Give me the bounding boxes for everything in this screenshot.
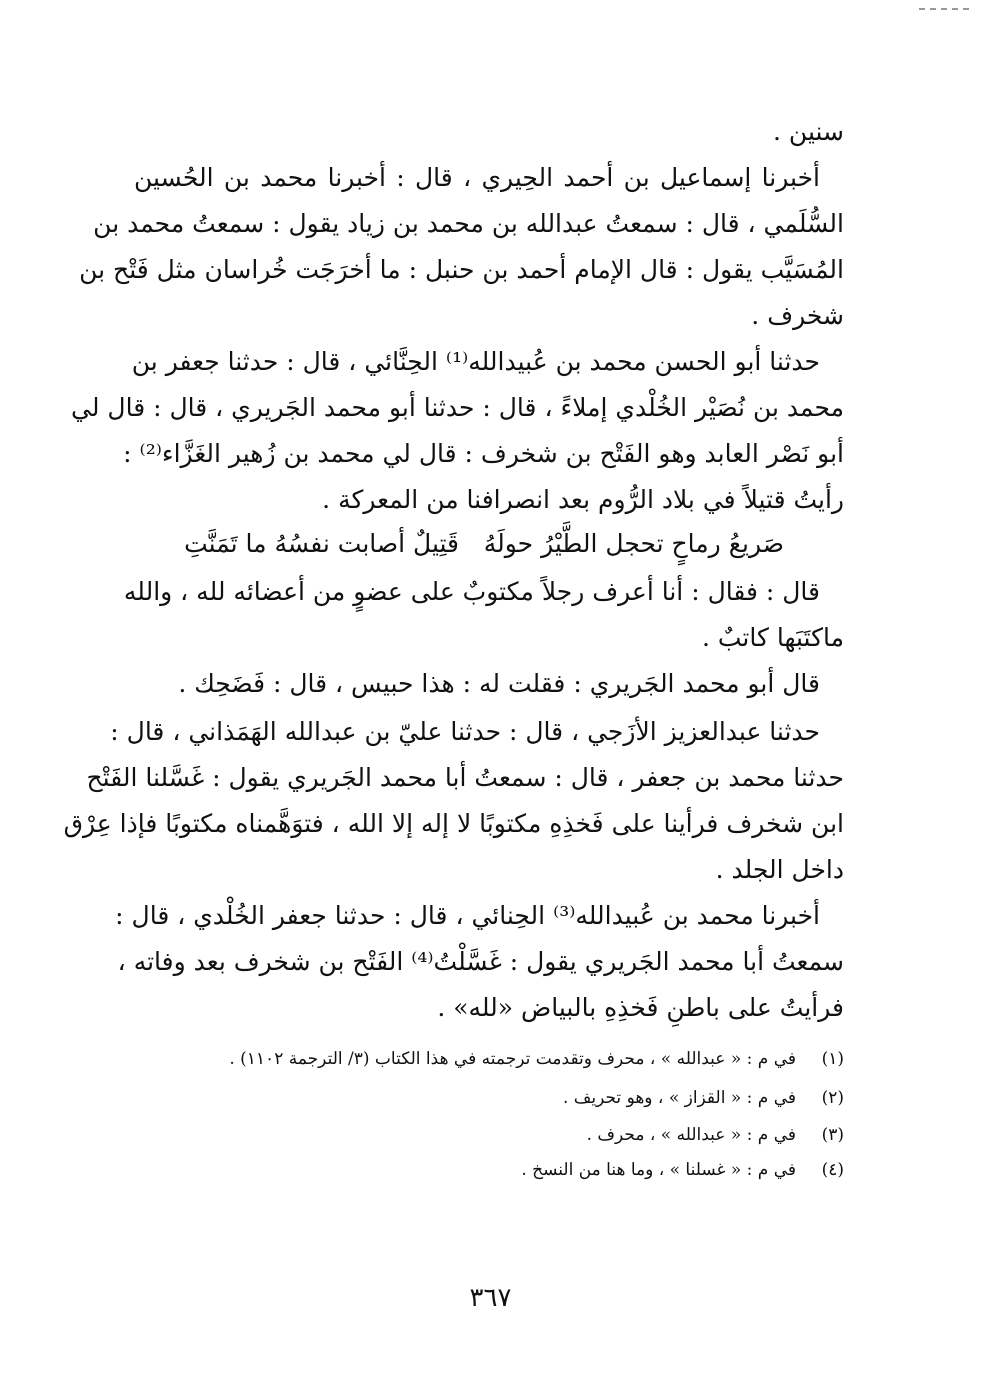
footnote-number: (٤) [821, 1160, 844, 1180]
footnote-text: في م : « عبدالله » ، محرف . [586, 1125, 796, 1145]
text-line: ماكتَبَها كاتبٌ . [701, 623, 844, 652]
text-line: المُسَيَّب يقول : قال الإمام أحمد بن حنبل : ما أخرَجَت خُراسان مثل فَتْح بن [79, 255, 844, 284]
text-line: فرأيتُ على باطنِ فَخذِهِ بالبياض «لله» . [437, 993, 844, 1022]
text-line: أبو نَصْر العابد وهو الفَتْح بن شخرف : قال لي محمد بن زُهير الغَزَّاء⁽²⁾ : [123, 439, 844, 468]
text-line: أخبرنا إسماعيل بن أحمد الحِيري ، قال : أخبرنا محمد بن الحُسين [134, 163, 820, 192]
footnote-1 [134, 1046, 844, 1072]
page-number: ٣٦٧ [469, 1283, 512, 1313]
footnote-2 [134, 1085, 844, 1111]
footnote-text: في م : « عبدالله » ، محرف وتقدمت ترجمته في هذا الكتاب (٣/ الترجمة ١١٠٢) . [229, 1049, 796, 1069]
text-line: سنين . [773, 117, 844, 146]
text-line: حدثنا عبدالعزيز الأزَجي ، قال : حدثنا عليّ بن عبدالله الهَمَذاني ، قال : [110, 717, 820, 746]
verse-first-hemistich: صَريعُ رماحٍ تحجل الطَّيْرُ حولَهُ [483, 529, 784, 558]
footnote-text: في م : « القزاز » ، وهو تحريف . [562, 1088, 796, 1108]
footnote-3 [134, 1122, 844, 1148]
text-line: حدثنا محمد بن جعفر ، قال : سمعتُ أبا محمد الجَريري يقول : غَسَّلنا الفَتْح [86, 763, 844, 792]
text-line: داخل الجلد . [715, 855, 844, 884]
text-line: سمعتُ أبا محمد الجَريري يقول : غَسَّلْتُ⁽⁴⁾ الفَتْح بن شخرف بعد وفاته ، [117, 947, 844, 976]
footnote-number: (١) [821, 1049, 844, 1069]
text-line: السُّلَمي ، قال : سمعتُ عبدالله بن محمد بن زياد يقول : سمعتُ محمد بن [93, 209, 844, 238]
poem-verse [134, 524, 844, 564]
text-line: حدثنا أبو الحسن محمد بن عُبيدالله⁽¹⁾ الحِنَّائي ، قال : حدثنا جعفر بن [131, 347, 820, 376]
text-line: محمد بن نُصَيْر الخُلْدي إملاءً ، قال : حدثنا أبو محمد الجَريري ، قال : قال لي [71, 393, 844, 422]
verse-second-hemistich: قَتِيلٌ أصابت نفسُهُ ما تَمَنَّتِ [184, 529, 459, 558]
text-line: رأيتُ قتيلاً في بلاد الرُّوم بعد انصرافنا من المعركة . [322, 485, 844, 514]
footnote-4 [134, 1157, 844, 1183]
footnote-number: (٢) [821, 1088, 844, 1108]
footnote-text: في م : « غسلنا » ، وما هنا من النسخ . [521, 1160, 796, 1180]
scan-corner-mark [919, 8, 969, 12]
text-line: أخبرنا محمد بن عُبيدالله⁽³⁾ الحِنائي ، قال : حدثنا جعفر الخُلْدي ، قال : [115, 901, 820, 930]
text-line: قال أبو محمد الجَريري : فقلت له : هذا حبيس ، قال : فَضَحِك . [178, 669, 820, 698]
text-line: ابن شخرف فرأينا على فَخذِهِ مكتوبًا لا إله إلا الله ، فتوَهَّمناه مكتوبًا فإذا عِرْق [63, 809, 844, 838]
text-line: شخرف . [751, 301, 844, 330]
footnote-number: (٣) [821, 1125, 844, 1145]
text-line: قال : فقال : أنا أعرف رجلاً مكتوبٌ على عضوٍ من أعضائه لله ، والله [123, 577, 820, 606]
